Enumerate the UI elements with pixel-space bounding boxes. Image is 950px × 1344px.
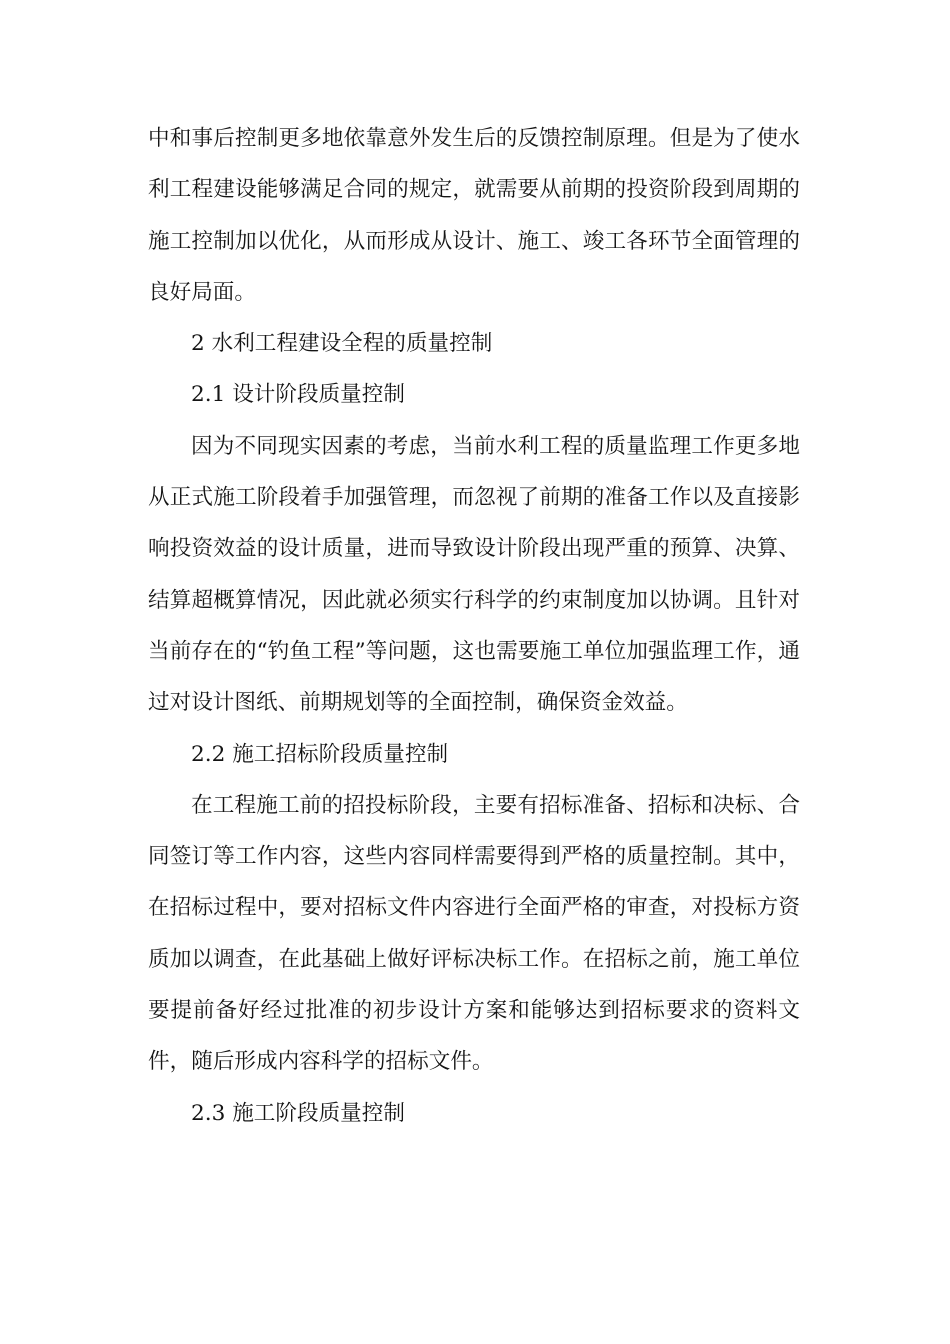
subsection-heading-2-2: 2.2 施工招标阶段质量控制 bbox=[191, 741, 449, 767]
continuation-paragraph: 中和事后控制更多地依靠意外发生后的反馈控制原理。但是为了使水利工程建设能够满足合同的规定，就需要从前期的投资阶段到周期的施工控制加以优化，从而形成从设计、施工、竣工各环节全面管理的良好局面。 bbox=[148, 126, 800, 305]
document-body bbox=[148, 113, 800, 1139]
section-heading-2: 2 水利工程建设全程的质量控制 bbox=[191, 331, 493, 357]
paragraph-design-stage: 因为不同现实因素的考虑，当前水利工程的质量监理工作更多地从正式施工阶段着手加强管理，而忽视了前期的准备工作以及直接影响投资效益的设计质量，进而导致设计阶段出现严重的预算、决算、结算超概算情况，因此就必须实行科学的约束制度加以协调。且针对当前存在的“钓鱼工程”等问题，这也需要施工单位加强监理工作，通过对设计图纸、前期规划等的全面控制，确保资金效益。 bbox=[148, 433, 800, 716]
subsection-heading-2-3: 2.3 施工阶段质量控制 bbox=[191, 1100, 405, 1126]
paragraph-tender-stage: 在工程施工前的招投标阶段，主要有招标准备、招标和决标、合同签订等工作内容，这些内容同样需要得到严格的质量控制。其中，在招标过程中，要对招标文件内容进行全面严格的审查，对投标方资质加以调查，在此基础上做好评标决标工作。在招标之前，施工单位要提前备好经过批准的初步设计方案和能够达到招标要求的资料文件，随后形成内容科学的招标文件。 bbox=[148, 792, 800, 1075]
subsection-heading-2-1: 2.1 设计阶段质量控制 bbox=[191, 382, 405, 408]
